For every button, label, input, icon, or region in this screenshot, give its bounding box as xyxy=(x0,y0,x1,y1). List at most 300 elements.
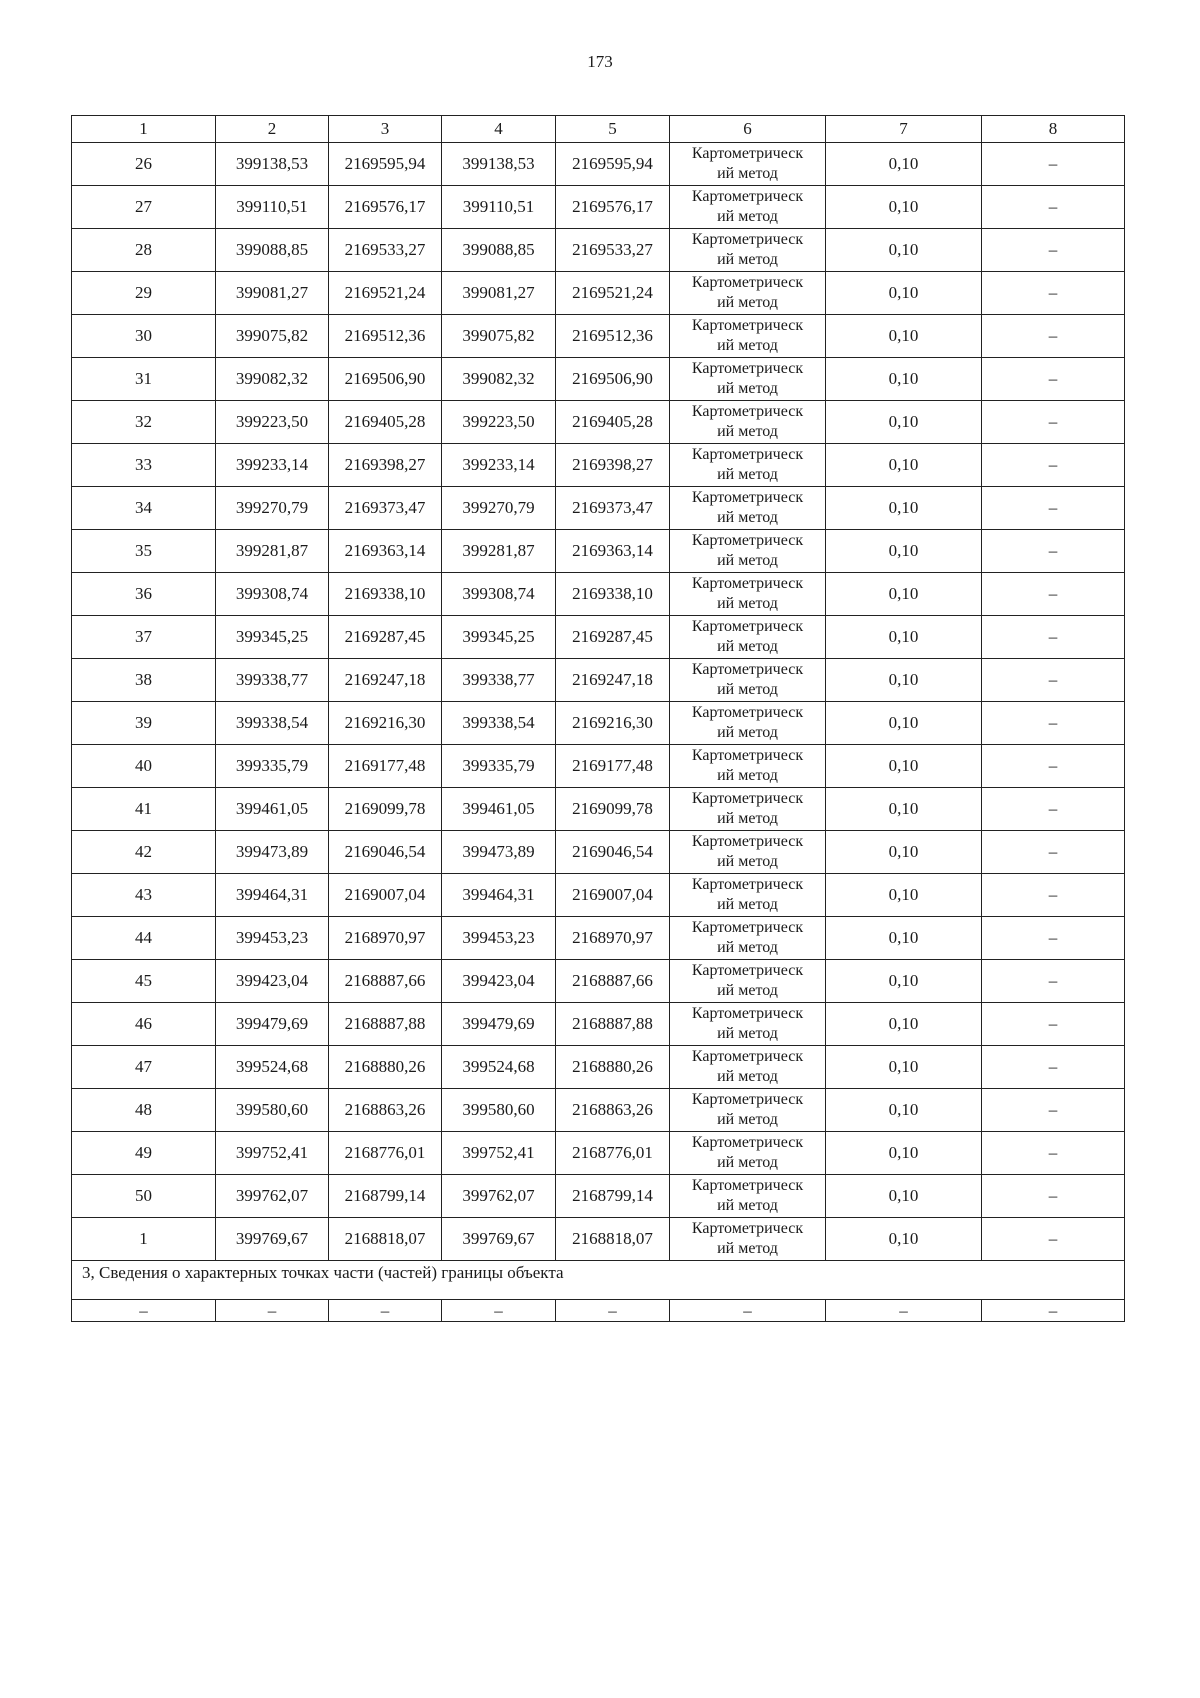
note-cell: – xyxy=(982,745,1125,788)
coord-x-cell: 399338,54 xyxy=(216,702,329,745)
method-text-line: ий метод xyxy=(717,595,778,612)
note-cell: – xyxy=(982,444,1125,487)
table-row xyxy=(72,487,1125,530)
table-row xyxy=(72,1175,1125,1218)
coord-x-cell: 399473,89 xyxy=(216,831,329,874)
method-text-line: Картометрическ xyxy=(691,1220,804,1237)
accuracy-cell: 0,10 xyxy=(826,143,982,186)
method-text-line: Картометрическ xyxy=(691,188,804,205)
method-cell xyxy=(670,1089,826,1132)
accuracy-cell: 0,10 xyxy=(826,358,982,401)
coord-x-cell: 399461,05 xyxy=(216,788,329,831)
accuracy-cell: 0,10 xyxy=(826,745,982,788)
table-row xyxy=(72,917,1125,960)
coord-y-new-cell: 2169177,48 xyxy=(556,745,670,788)
table-header-row xyxy=(72,116,1125,143)
coord-y-new-cell: 2168863,26 xyxy=(556,1089,670,1132)
method-text-line: ий метод xyxy=(717,337,778,354)
coord-x-cell: 399453,23 xyxy=(216,917,329,960)
coord-x-new-cell: 399308,74 xyxy=(442,573,556,616)
method-text-line: ий метод xyxy=(717,1154,778,1171)
column-header: 4 xyxy=(442,116,556,143)
coord-y-new-cell: 2168799,14 xyxy=(556,1175,670,1218)
table-row xyxy=(72,874,1125,917)
note-cell: – xyxy=(982,831,1125,874)
method-text-line: ий метод xyxy=(717,509,778,526)
coord-x-cell: 399075,82 xyxy=(216,315,329,358)
point-number-cell: 26 xyxy=(72,143,216,186)
accuracy-cell: 0,10 xyxy=(826,530,982,573)
method-text-line: ий метод xyxy=(717,251,778,268)
method-cell xyxy=(670,1046,826,1089)
point-number-cell: 1 xyxy=(72,1218,216,1261)
method-text-line: ий метод xyxy=(717,380,778,397)
method-text-line: Картометрическ xyxy=(691,962,804,979)
accuracy-cell: 0,10 xyxy=(826,917,982,960)
method-cell xyxy=(670,401,826,444)
method-text-line: Картометрическ xyxy=(691,704,804,721)
coord-x-new-cell: 399233,14 xyxy=(442,444,556,487)
section-row xyxy=(72,1261,1125,1300)
table-row xyxy=(72,745,1125,788)
method-text-line: Картометрическ xyxy=(691,1177,804,1194)
method-text-line: Картометрическ xyxy=(691,747,804,764)
coord-y-new-cell: 2169287,45 xyxy=(556,616,670,659)
table-row xyxy=(72,573,1125,616)
point-number-cell: 33 xyxy=(72,444,216,487)
accuracy-cell: 0,10 xyxy=(826,487,982,530)
method-text-line: Картометрическ xyxy=(691,532,804,549)
coord-x-new-cell: 399281,87 xyxy=(442,530,556,573)
table-row xyxy=(72,272,1125,315)
coord-y-cell: 2169177,48 xyxy=(329,745,442,788)
accuracy-cell: 0,10 xyxy=(826,315,982,358)
method-text-line: Картометрическ xyxy=(691,274,804,291)
coord-x-cell: 399082,32 xyxy=(216,358,329,401)
point-number-cell: 45 xyxy=(72,960,216,1003)
table-row xyxy=(72,186,1125,229)
empty-cell: – xyxy=(670,1300,826,1322)
accuracy-cell: 0,10 xyxy=(826,1175,982,1218)
method-cell xyxy=(670,745,826,788)
coord-x-cell: 399769,67 xyxy=(216,1218,329,1261)
method-text-line: ий метод xyxy=(717,724,778,741)
note-cell: – xyxy=(982,487,1125,530)
accuracy-cell: 0,10 xyxy=(826,960,982,1003)
column-header: 8 xyxy=(982,116,1125,143)
note-cell: – xyxy=(982,315,1125,358)
method-text-line: ий метод xyxy=(717,853,778,870)
point-number-cell: 48 xyxy=(72,1089,216,1132)
method-text-line: Картометрическ xyxy=(691,489,804,506)
coord-x-new-cell: 399082,32 xyxy=(442,358,556,401)
coord-y-new-cell: 2169373,47 xyxy=(556,487,670,530)
accuracy-cell: 0,10 xyxy=(826,1089,982,1132)
point-number-cell: 36 xyxy=(72,573,216,616)
coord-x-new-cell: 399088,85 xyxy=(442,229,556,272)
empty-cell: – xyxy=(826,1300,982,1322)
table-row xyxy=(72,143,1125,186)
point-number-cell: 49 xyxy=(72,1132,216,1175)
accuracy-cell: 0,10 xyxy=(826,659,982,702)
coord-x-new-cell: 399752,41 xyxy=(442,1132,556,1175)
coord-x-cell: 399423,04 xyxy=(216,960,329,1003)
method-text-line: ий метод xyxy=(717,939,778,956)
method-text-line: Картометрическ xyxy=(691,833,804,850)
coordinates-table xyxy=(71,115,1125,1322)
method-text-line: Картометрическ xyxy=(691,1134,804,1151)
table-row xyxy=(72,960,1125,1003)
method-text-line: Картометрическ xyxy=(691,618,804,635)
method-text-line: Картометрическ xyxy=(691,446,804,463)
coord-y-new-cell: 2169521,24 xyxy=(556,272,670,315)
method-text-line: ий метод xyxy=(717,1240,778,1257)
coord-y-cell: 2169398,27 xyxy=(329,444,442,487)
coord-y-cell: 2169521,24 xyxy=(329,272,442,315)
coord-x-cell: 399464,31 xyxy=(216,874,329,917)
point-number-cell: 50 xyxy=(72,1175,216,1218)
note-cell: – xyxy=(982,229,1125,272)
method-text-line: ий метод xyxy=(717,294,778,311)
empty-cell: – xyxy=(216,1300,329,1322)
method-text-line: ий метод xyxy=(717,165,778,182)
point-number-cell: 44 xyxy=(72,917,216,960)
note-cell: – xyxy=(982,530,1125,573)
note-cell: – xyxy=(982,272,1125,315)
note-cell: – xyxy=(982,143,1125,186)
empty-cell: – xyxy=(556,1300,670,1322)
coord-x-new-cell: 399524,68 xyxy=(442,1046,556,1089)
page-number: 173 xyxy=(587,52,613,71)
point-number-cell: 31 xyxy=(72,358,216,401)
section-title: 3, Сведения о характерных точках части (частей) границы объекта xyxy=(72,1261,1125,1300)
table-row xyxy=(72,1046,1125,1089)
coord-y-new-cell: 2169007,04 xyxy=(556,874,670,917)
method-text-line: ий метод xyxy=(717,466,778,483)
coord-y-new-cell: 2168970,97 xyxy=(556,917,670,960)
accuracy-cell: 0,10 xyxy=(826,573,982,616)
coord-x-cell: 399270,79 xyxy=(216,487,329,530)
coord-x-cell: 399081,27 xyxy=(216,272,329,315)
method-text-line: ий метод xyxy=(717,767,778,784)
empty-cell: – xyxy=(442,1300,556,1322)
empty-cell: – xyxy=(329,1300,442,1322)
coord-x-cell: 399345,25 xyxy=(216,616,329,659)
method-cell xyxy=(670,831,826,874)
accuracy-cell: 0,10 xyxy=(826,186,982,229)
note-cell: – xyxy=(982,659,1125,702)
note-cell: – xyxy=(982,960,1125,1003)
point-number-cell: 34 xyxy=(72,487,216,530)
table-row xyxy=(72,1132,1125,1175)
accuracy-cell: 0,10 xyxy=(826,874,982,917)
coord-y-new-cell: 2168887,66 xyxy=(556,960,670,1003)
point-number-cell: 39 xyxy=(72,702,216,745)
coord-x-new-cell: 399473,89 xyxy=(442,831,556,874)
coord-x-cell: 399281,87 xyxy=(216,530,329,573)
accuracy-cell: 0,10 xyxy=(826,1132,982,1175)
method-text-line: ий метод xyxy=(717,810,778,827)
method-cell xyxy=(670,1132,826,1175)
accuracy-cell: 0,10 xyxy=(826,272,982,315)
method-text-line: ий метод xyxy=(717,896,778,913)
coord-x-cell: 399479,69 xyxy=(216,1003,329,1046)
point-number-cell: 42 xyxy=(72,831,216,874)
coord-x-new-cell: 399762,07 xyxy=(442,1175,556,1218)
coord-y-new-cell: 2168818,07 xyxy=(556,1218,670,1261)
note-cell: – xyxy=(982,702,1125,745)
coord-x-cell: 399138,53 xyxy=(216,143,329,186)
method-text-line: Картометрическ xyxy=(691,575,804,592)
coord-x-new-cell: 399338,77 xyxy=(442,659,556,702)
coord-y-cell: 2168887,66 xyxy=(329,960,442,1003)
coord-x-new-cell: 399335,79 xyxy=(442,745,556,788)
method-text-line: Картометрическ xyxy=(691,145,804,162)
coord-y-cell: 2168799,14 xyxy=(329,1175,442,1218)
method-cell xyxy=(670,1003,826,1046)
coord-y-cell: 2169007,04 xyxy=(329,874,442,917)
coord-y-cell: 2169576,17 xyxy=(329,186,442,229)
method-cell xyxy=(670,186,826,229)
method-cell xyxy=(670,1175,826,1218)
coord-x-cell: 399308,74 xyxy=(216,573,329,616)
coord-y-new-cell: 2169506,90 xyxy=(556,358,670,401)
coord-y-new-cell: 2169576,17 xyxy=(556,186,670,229)
table-row xyxy=(72,1003,1125,1046)
method-text-line: Картометрическ xyxy=(691,1048,804,1065)
coord-x-new-cell: 399423,04 xyxy=(442,960,556,1003)
coord-y-cell: 2169247,18 xyxy=(329,659,442,702)
accuracy-cell: 0,10 xyxy=(826,1003,982,1046)
coord-y-cell: 2169287,45 xyxy=(329,616,442,659)
table-row xyxy=(72,831,1125,874)
method-cell xyxy=(670,788,826,831)
note-cell: – xyxy=(982,788,1125,831)
method-cell xyxy=(670,573,826,616)
note-cell: – xyxy=(982,1003,1125,1046)
coord-x-cell: 399524,68 xyxy=(216,1046,329,1089)
method-text-line: ий метод xyxy=(717,982,778,999)
note-cell: – xyxy=(982,616,1125,659)
method-text-line: ий метод xyxy=(717,552,778,569)
coord-x-new-cell: 399453,23 xyxy=(442,917,556,960)
coord-y-cell: 2169512,36 xyxy=(329,315,442,358)
method-text-line: ий метод xyxy=(717,208,778,225)
coord-y-new-cell: 2169398,27 xyxy=(556,444,670,487)
method-cell xyxy=(670,616,826,659)
coord-x-cell: 399338,77 xyxy=(216,659,329,702)
point-number-cell: 29 xyxy=(72,272,216,315)
method-text-line: ий метод xyxy=(717,681,778,698)
method-text-line: ий метод xyxy=(717,1197,778,1214)
coord-x-new-cell: 399464,31 xyxy=(442,874,556,917)
method-cell xyxy=(670,272,826,315)
coord-x-new-cell: 399110,51 xyxy=(442,186,556,229)
method-text-line: Картометрическ xyxy=(691,790,804,807)
point-number-cell: 30 xyxy=(72,315,216,358)
coord-x-new-cell: 399769,67 xyxy=(442,1218,556,1261)
coord-y-new-cell: 2169533,27 xyxy=(556,229,670,272)
note-cell: – xyxy=(982,1175,1125,1218)
point-number-cell: 27 xyxy=(72,186,216,229)
method-text-line: Картометрическ xyxy=(691,876,804,893)
accuracy-cell: 0,10 xyxy=(826,401,982,444)
coord-y-cell: 2168887,88 xyxy=(329,1003,442,1046)
method-cell xyxy=(670,229,826,272)
note-cell: – xyxy=(982,358,1125,401)
method-text-line: Картометрическ xyxy=(691,1091,804,1108)
coord-y-new-cell: 2169595,94 xyxy=(556,143,670,186)
coord-y-new-cell: 2168776,01 xyxy=(556,1132,670,1175)
coord-y-new-cell: 2169363,14 xyxy=(556,530,670,573)
column-header: 3 xyxy=(329,116,442,143)
method-text-line: ий метод xyxy=(717,423,778,440)
coord-y-new-cell: 2169405,28 xyxy=(556,401,670,444)
coord-y-new-cell: 2169099,78 xyxy=(556,788,670,831)
accuracy-cell: 0,10 xyxy=(826,788,982,831)
table-body xyxy=(72,116,1125,1322)
empty-row xyxy=(72,1300,1125,1322)
coord-y-cell: 2169216,30 xyxy=(329,702,442,745)
note-cell: – xyxy=(982,401,1125,444)
coord-y-cell: 2169533,27 xyxy=(329,229,442,272)
coord-x-new-cell: 399081,27 xyxy=(442,272,556,315)
method-text-line: ий метод xyxy=(717,1025,778,1042)
table-row xyxy=(72,1089,1125,1132)
method-cell xyxy=(670,1218,826,1261)
coord-y-cell: 2169506,90 xyxy=(329,358,442,401)
column-header: 7 xyxy=(826,116,982,143)
coord-x-new-cell: 399479,69 xyxy=(442,1003,556,1046)
table-row xyxy=(72,788,1125,831)
coord-x-cell: 399335,79 xyxy=(216,745,329,788)
method-text-line: Картометрическ xyxy=(691,919,804,936)
accuracy-cell: 0,10 xyxy=(826,1218,982,1261)
point-number-cell: 41 xyxy=(72,788,216,831)
coord-y-new-cell: 2169046,54 xyxy=(556,831,670,874)
method-cell xyxy=(670,874,826,917)
coord-y-new-cell: 2169247,18 xyxy=(556,659,670,702)
point-number-cell: 40 xyxy=(72,745,216,788)
note-cell: – xyxy=(982,1132,1125,1175)
coord-x-cell: 399233,14 xyxy=(216,444,329,487)
empty-cell: – xyxy=(72,1300,216,1322)
point-number-cell: 47 xyxy=(72,1046,216,1089)
accuracy-cell: 0,10 xyxy=(826,616,982,659)
coord-x-new-cell: 399223,50 xyxy=(442,401,556,444)
coord-y-cell: 2169338,10 xyxy=(329,573,442,616)
accuracy-cell: 0,10 xyxy=(826,444,982,487)
point-number-cell: 35 xyxy=(72,530,216,573)
note-cell: – xyxy=(982,1218,1125,1261)
method-text-line: Картометрическ xyxy=(691,360,804,377)
coord-y-new-cell: 2168880,26 xyxy=(556,1046,670,1089)
method-cell xyxy=(670,659,826,702)
column-header: 1 xyxy=(72,116,216,143)
point-number-cell: 46 xyxy=(72,1003,216,1046)
coord-x-new-cell: 399580,60 xyxy=(442,1089,556,1132)
coord-x-cell: 399752,41 xyxy=(216,1132,329,1175)
coord-y-cell: 2168970,97 xyxy=(329,917,442,960)
table-row xyxy=(72,401,1125,444)
column-header: 2 xyxy=(216,116,329,143)
method-text-line: Картометрическ xyxy=(691,661,804,678)
coord-y-cell: 2168818,07 xyxy=(329,1218,442,1261)
accuracy-cell: 0,10 xyxy=(826,831,982,874)
coord-x-new-cell: 399270,79 xyxy=(442,487,556,530)
method-cell xyxy=(670,960,826,1003)
method-text-line: ий метод xyxy=(717,1111,778,1128)
coord-x-cell: 399088,85 xyxy=(216,229,329,272)
accuracy-cell: 0,10 xyxy=(826,702,982,745)
point-number-cell: 37 xyxy=(72,616,216,659)
coord-x-cell: 399223,50 xyxy=(216,401,329,444)
column-header: 6 xyxy=(670,116,826,143)
table-row xyxy=(72,1218,1125,1261)
coord-x-new-cell: 399345,25 xyxy=(442,616,556,659)
method-text-line: Картометрическ xyxy=(691,403,804,420)
note-cell: – xyxy=(982,186,1125,229)
coord-y-cell: 2169595,94 xyxy=(329,143,442,186)
table-row xyxy=(72,315,1125,358)
coord-y-cell: 2169363,14 xyxy=(329,530,442,573)
coord-y-new-cell: 2169216,30 xyxy=(556,702,670,745)
table-row xyxy=(72,616,1125,659)
coord-x-cell: 399762,07 xyxy=(216,1175,329,1218)
coord-y-cell: 2169405,28 xyxy=(329,401,442,444)
coord-x-cell: 399580,60 xyxy=(216,1089,329,1132)
coord-y-new-cell: 2168887,88 xyxy=(556,1003,670,1046)
coord-y-new-cell: 2169512,36 xyxy=(556,315,670,358)
method-cell xyxy=(670,530,826,573)
method-cell xyxy=(670,358,826,401)
coord-y-cell: 2168776,01 xyxy=(329,1132,442,1175)
table-row xyxy=(72,702,1125,745)
empty-cell: – xyxy=(982,1300,1125,1322)
method-text-line: ий метод xyxy=(717,638,778,655)
accuracy-cell: 0,10 xyxy=(826,1046,982,1089)
coord-y-cell: 2168880,26 xyxy=(329,1046,442,1089)
coord-x-new-cell: 399338,54 xyxy=(442,702,556,745)
coord-x-new-cell: 399461,05 xyxy=(442,788,556,831)
note-cell: – xyxy=(982,1089,1125,1132)
accuracy-cell: 0,10 xyxy=(826,229,982,272)
table-row xyxy=(72,229,1125,272)
note-cell: – xyxy=(982,874,1125,917)
coord-y-new-cell: 2169338,10 xyxy=(556,573,670,616)
point-number-cell: 38 xyxy=(72,659,216,702)
method-text-line: ий метод xyxy=(717,1068,778,1085)
coord-x-new-cell: 399138,53 xyxy=(442,143,556,186)
method-cell xyxy=(670,444,826,487)
note-cell: – xyxy=(982,1046,1125,1089)
coord-y-cell: 2169373,47 xyxy=(329,487,442,530)
method-cell xyxy=(670,315,826,358)
point-number-cell: 28 xyxy=(72,229,216,272)
table-row xyxy=(72,444,1125,487)
method-cell xyxy=(670,702,826,745)
coord-x-new-cell: 399075,82 xyxy=(442,315,556,358)
column-header: 5 xyxy=(556,116,670,143)
coord-y-cell: 2168863,26 xyxy=(329,1089,442,1132)
note-cell: – xyxy=(982,917,1125,960)
coord-y-cell: 2169046,54 xyxy=(329,831,442,874)
method-text-line: Картометрическ xyxy=(691,1005,804,1022)
method-cell xyxy=(670,143,826,186)
table-row xyxy=(72,659,1125,702)
method-text-line: Картометрическ xyxy=(691,231,804,248)
point-number-cell: 43 xyxy=(72,874,216,917)
